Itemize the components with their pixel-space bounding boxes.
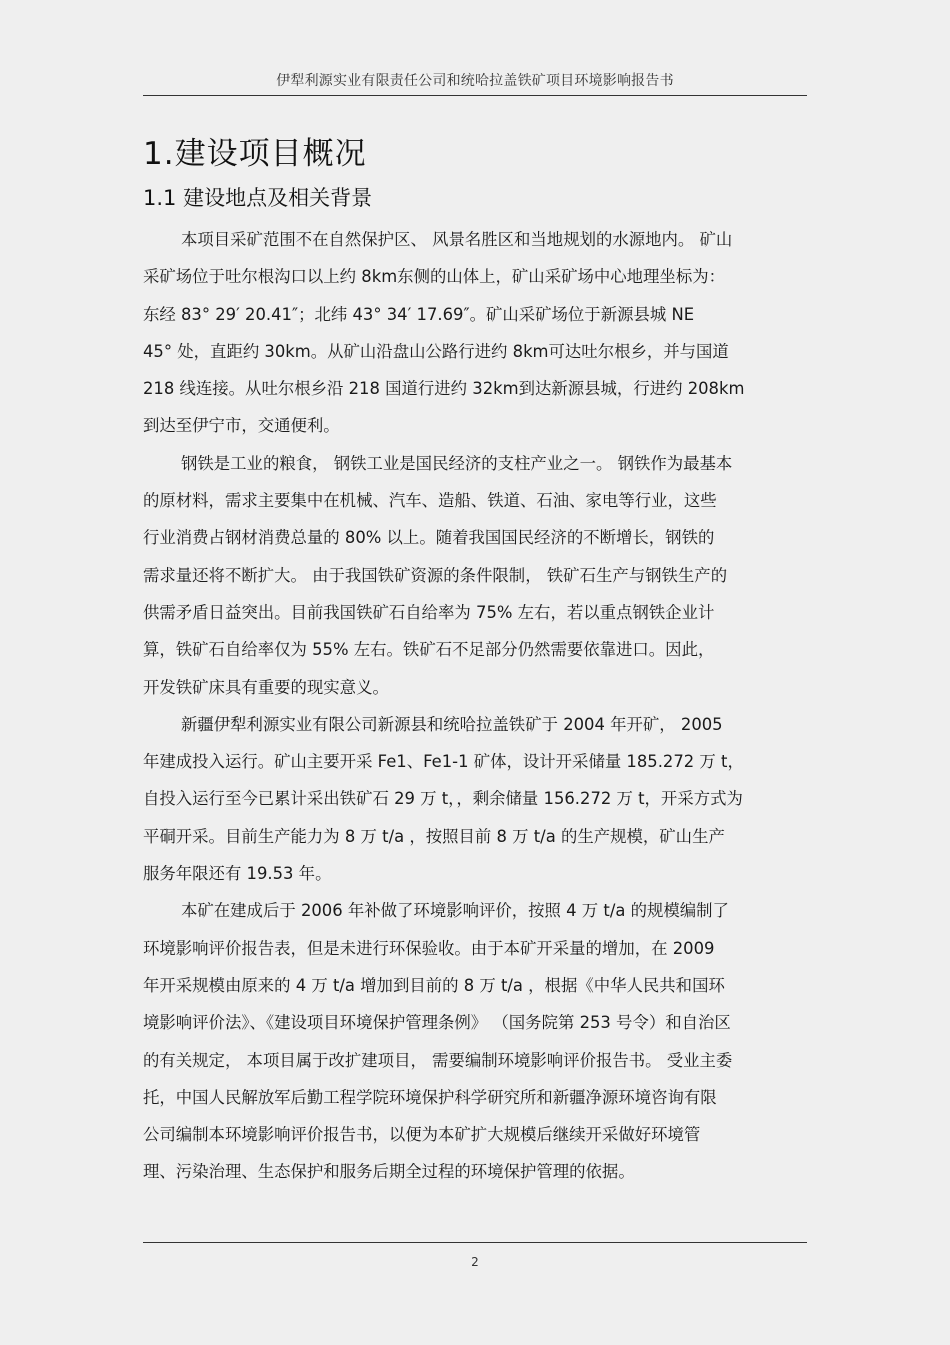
paragraph-line: 218 线连接。从吐尔根乡沿 218 国道行进约 32km到达新源县城，行进约 208km xyxy=(143,379,745,399)
paragraph-line: 境影响评价法》、《建设项目环境保护管理条例》 （国务院第 253 号令）和自治区 xyxy=(143,1013,731,1033)
paragraph-line: 年开采规模由原来的 4 万 t/a 增加到目前的 8 万 t/a ，根据《中华人民共和国环 xyxy=(143,975,725,995)
paragraph-line: 开发铁矿床具有重要的现实意义。 xyxy=(143,677,389,697)
paragraph-line: 东经 83° 29′ 20.41″；北纬 43° 34′ 17.69″。矿山采矿场位于新源县城 NE xyxy=(143,304,695,324)
paragraph-mine-history xyxy=(143,706,813,892)
paragraph-line: 供需矛盾日益突出。目前我国铁矿石自给率为 75% 左右，若以重点钢铁企业计 xyxy=(143,602,715,622)
paragraph-line: 托，中国人民解放军后勤工程学院环境保护科学研究所和新疆净源环境咨询有限 xyxy=(143,1087,717,1107)
paragraph-line: 理、污染治理、生态保护和服务后期全过程的环境保护管理的依据。 xyxy=(143,1162,635,1182)
section-title: 1.1 建设地点及相关背景 xyxy=(143,186,373,210)
footer-divider xyxy=(143,1242,807,1243)
paragraph-line: 平硐开采。目前生产能力为 8 万 t/a ，按照目前 8 万 t/a 的生产规模，矿山生产 xyxy=(143,826,725,846)
paragraph-line: 本项目采矿范围不在自然保护区、 风景名胜区和当地规划的水源地内。 矿山 xyxy=(181,230,733,249)
paragraph-line: 新疆伊犁利源实业有限公司新源县和统哈拉盖铁矿于 2004 年开矿， 2005 xyxy=(181,714,723,734)
paragraph-line: 到达至伊宁市，交通便利。 xyxy=(143,416,340,436)
page-number: 2 xyxy=(471,1255,479,1269)
paragraph-line: 需求量还将不断扩大。 由于我国铁矿资源的条件限制， 铁矿石生产与钢铁生产的 xyxy=(143,565,728,585)
chapter-title: 1.建设项目概况 xyxy=(143,136,367,172)
paragraph-line: 环境影响评价报告表，但是未进行环保验收。由于本矿开采量的增加，在 2009 xyxy=(143,938,715,958)
paragraph-line: 钢铁是工业的粮食， 钢铁工业是国民经济的支柱产业之一。 钢铁作为最基本 xyxy=(181,453,733,473)
header-divider xyxy=(143,95,807,96)
body-text xyxy=(143,221,813,1191)
paragraph-line: 本矿在建成后于 2006 年补做了环境影响评价，按照 4 万 t/a 的规模编制了 xyxy=(181,901,729,921)
paragraph-eia-background xyxy=(143,892,813,1190)
paragraph-line: 的原材料，需求主要集中在机械、汽车、造船、铁道、石油、家电等行业，这些 xyxy=(143,491,717,511)
paragraph-line: 公司编制本环境影响评价报告书，以便为本矿扩大规模后继续开采做好环境管 xyxy=(143,1125,701,1145)
paragraph-line: 的有关规定， 本项目属于改扩建项目， 需要编制环境影响评价报告书。 受业主委 xyxy=(143,1050,733,1070)
paragraph-line: 服务年限还有 19.53 年。 xyxy=(143,864,332,884)
paragraph-line: 45° 处，直距约 30km。从矿山沿盘山公路行进约 8km可达吐尔根乡，并与国道 xyxy=(143,341,729,361)
paragraph-steel-background xyxy=(143,445,813,706)
paragraph-location xyxy=(143,221,813,445)
paragraph-line: 采矿场位于吐尔根沟口以上约 8km东侧的山体上，矿山采矿场中心地理坐标为： xyxy=(143,267,725,287)
paragraph-line: 行业消费占钢材消费总量的 80% 以上。随着我国国民经济的不断增长，钢铁的 xyxy=(143,528,715,548)
paragraph-line: 年建成投入运行。矿山主要开采 Fe1、Fe1-1 矿体，设计开采储量 185.272 万 t， xyxy=(143,752,744,772)
running-header: 伊犁利源实业有限责任公司和统哈拉盖铁矿项目环境影响报告书 xyxy=(276,73,674,89)
paragraph-line: 算，铁矿石自给率仅为 55% 左右。铁矿石不足部分仍然需要依靠进口。因此， xyxy=(143,640,715,660)
paragraph-line: 自投入运行至今已累计采出铁矿石 29 万 t，，剩余储量 156.272 万 t，开采方式为 xyxy=(143,789,743,809)
